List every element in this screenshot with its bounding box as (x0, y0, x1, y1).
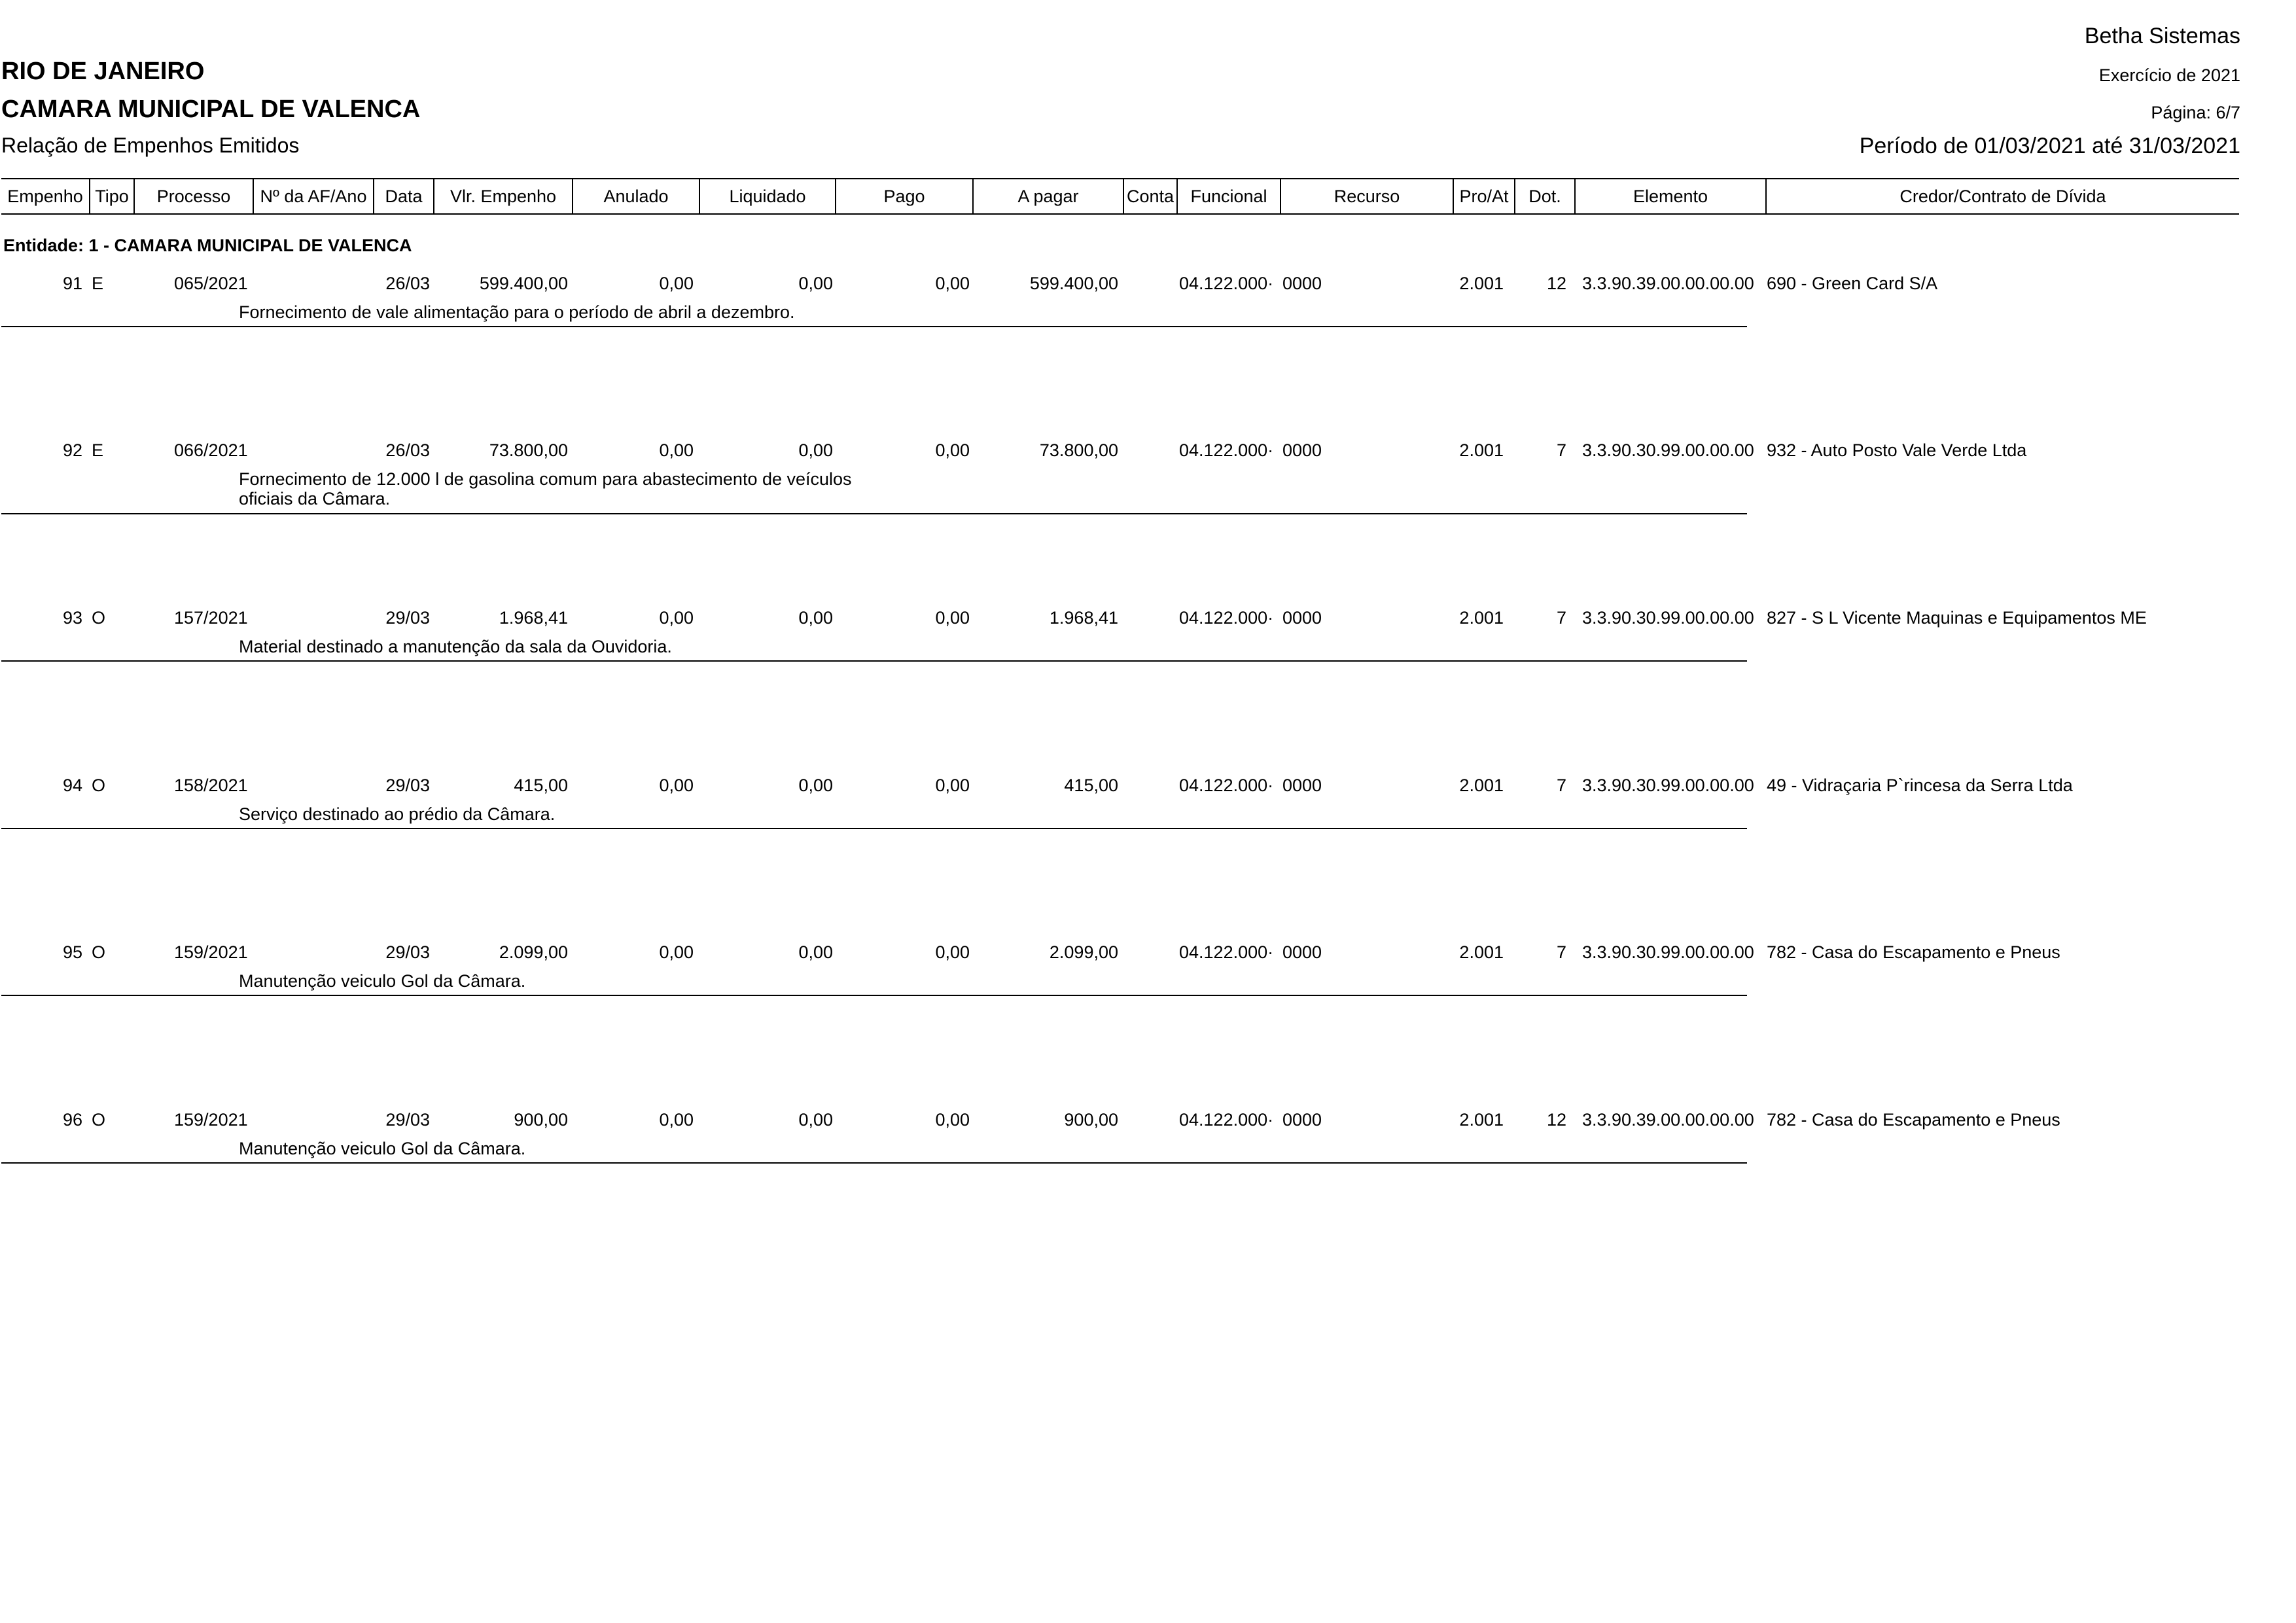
cell-data: 29/03 (385, 776, 430, 795)
col-liquidado: Liquidado (699, 179, 835, 213)
table-row (0, 1110, 2060, 1162)
cell-pago: 0,00 (935, 440, 970, 460)
cell-elemento: 3.3.90.30.99.00.00.00 (1582, 776, 1754, 795)
cell-credor: 827 - S L Vicente Maquinas e Equipamentos ME (1767, 608, 2147, 628)
cell-descricao: Serviço destinado ao prédio da Câmara. (239, 804, 556, 824)
cell-pago: 0,00 (935, 608, 970, 628)
cell-recurso: 0000 (1282, 608, 1322, 628)
cell-pago: 0,00 (935, 274, 970, 293)
col-recurso: Recurso (1280, 179, 1453, 213)
cell-descricao: Manutenção veiculo Gol da Câmara. (239, 971, 526, 991)
cell-funcional: 04.122.000· (1179, 776, 1274, 795)
cell-liquidado: 0,00 (798, 1110, 833, 1130)
row-divider (1, 1162, 1747, 1164)
cell-empenho: 94 (62, 776, 82, 795)
cell-apagar: 1.968,41 (1049, 608, 1118, 628)
cell-data: 26/03 (385, 440, 430, 460)
col-credor: Credor/Contrato de Dívida (1765, 179, 2239, 213)
col-proat: Pro/At (1453, 179, 1514, 213)
cell-empenho: 91 (62, 274, 82, 293)
cell-anulado: 0,00 (659, 440, 694, 460)
cell-pago: 0,00 (935, 1110, 970, 1130)
cell-processo: 159/2021 (174, 1110, 248, 1130)
report-title: Relação de Empenhos Emitidos (1, 134, 300, 157)
cell-dot: 7 (1556, 440, 1566, 460)
cell-proat: 2.001 (1459, 776, 1504, 795)
cell-proat: 2.001 (1459, 274, 1504, 293)
cell-anulado: 0,00 (659, 942, 694, 962)
cell-funcional: 04.122.000· (1179, 608, 1274, 628)
cell-funcional: 04.122.000· (1179, 274, 1274, 293)
col-empenho: Empenho (7, 187, 83, 206)
row-divider (1, 995, 1747, 996)
cell-elemento: 3.3.90.30.99.00.00.00 (1582, 942, 1754, 962)
col-valor: Vlr. Empenho (433, 179, 572, 213)
cell-credor: 782 - Casa do Escapamento e Pneus (1767, 942, 2060, 962)
cell-valor: 73.800,00 (489, 440, 568, 460)
cell-data: 29/03 (385, 1110, 430, 1130)
cell-data: 26/03 (385, 274, 430, 293)
cell-elemento: 3.3.90.39.00.00.00.00 (1582, 1110, 1754, 1130)
cell-funcional: 04.122.000· (1179, 1110, 1274, 1130)
cell-apagar: 73.800,00 (1039, 440, 1118, 460)
cell-dot: 7 (1556, 942, 1566, 962)
cell-credor: 782 - Casa do Escapamento e Pneus (1767, 1110, 2060, 1130)
col-data: Data (373, 179, 433, 213)
cell-elemento: 3.3.90.39.00.00.00.00 (1582, 274, 1754, 293)
entity-label: Entidade: 1 - CAMARA MUNICIPAL DE VALENCA (3, 236, 412, 255)
cell-tipo: E (92, 274, 104, 293)
cell-liquidado: 0,00 (798, 608, 833, 628)
cell-elemento: 3.3.90.30.99.00.00.00 (1582, 608, 1754, 628)
cell-proat: 2.001 (1459, 942, 1504, 962)
cell-dot: 12 (1546, 1110, 1566, 1130)
column-header (1, 178, 2239, 215)
col-af-ano: Nº da AF/Ano (253, 179, 373, 213)
cell-tipo: O (92, 608, 106, 628)
cell-pago: 0,00 (935, 776, 970, 795)
col-tipo: Tipo (89, 179, 133, 213)
cell-processo: 157/2021 (174, 608, 248, 628)
entity-title: CAMARA MUNICIPAL DE VALENCA (1, 96, 421, 123)
cell-tipo: O (92, 942, 106, 962)
row-divider (1, 513, 1747, 514)
cell-credor: 690 - Green Card S/A (1767, 274, 1938, 293)
cell-processo: 066/2021 (174, 440, 248, 460)
cell-recurso: 0000 (1282, 440, 1322, 460)
col-elemento: Elemento (1574, 179, 1765, 213)
state-title: RIO DE JANEIRO (1, 58, 205, 85)
col-processo: Processo (133, 179, 253, 213)
table-row (0, 776, 2073, 828)
cell-apagar: 2.099,00 (1049, 942, 1118, 962)
cell-descricao: Material destinado a manutenção da sala da Ouvidoria. (239, 637, 672, 656)
col-anulado: Anulado (572, 179, 699, 213)
cell-anulado: 0,00 (659, 608, 694, 628)
cell-liquidado: 0,00 (798, 942, 833, 962)
cell-valor: 599.400,00 (479, 274, 568, 293)
cell-tipo: O (92, 776, 106, 795)
exercise-label: Exercício de 2021 (2098, 65, 2240, 85)
cell-processo: 158/2021 (174, 776, 248, 795)
cell-processo: 065/2021 (174, 274, 248, 293)
cell-funcional: 04.122.000· (1179, 942, 1274, 962)
cell-empenho: 93 (62, 608, 82, 628)
table-row (0, 274, 1938, 326)
cell-data: 29/03 (385, 942, 430, 962)
cell-dot: 7 (1556, 776, 1566, 795)
cell-credor: 932 - Auto Posto Vale Verde Ltda (1767, 440, 2027, 460)
col-dot: Dot. (1514, 179, 1574, 213)
table-row (0, 942, 2060, 995)
cell-descricao: Fornecimento de vale alimentação para o período de abril a dezembro. (239, 302, 795, 322)
cell-credor: 49 - Vidraçaria P`rincesa da Serra Ltda (1767, 776, 2073, 795)
row-divider (1, 660, 1747, 662)
cell-elemento: 3.3.90.30.99.00.00.00 (1582, 440, 1754, 460)
table-row (0, 608, 2147, 660)
cell-apagar: 900,00 (1064, 1110, 1118, 1130)
table-row (0, 440, 2027, 508)
cell-apagar: 599.400,00 (1029, 274, 1118, 293)
row-divider (1, 828, 1747, 829)
col-apagar: A pagar (972, 179, 1123, 213)
cell-valor: 900,00 (514, 1110, 568, 1130)
cell-valor: 1.968,41 (499, 608, 568, 628)
cell-tipo: O (92, 1110, 106, 1130)
cell-liquidado: 0,00 (798, 776, 833, 795)
col-pago: Pago (835, 179, 972, 213)
period-label: Período de 01/03/2021 até 31/03/2021 (1859, 134, 2240, 158)
cell-empenho: 96 (62, 1110, 82, 1130)
cell-apagar: 415,00 (1064, 776, 1118, 795)
company-name: Betha Sistemas (2084, 24, 2240, 48)
cell-recurso: 0000 (1282, 942, 1322, 962)
cell-liquidado: 0,00 (798, 440, 833, 460)
cell-empenho: 92 (62, 440, 82, 460)
col-conta: Conta (1123, 179, 1176, 213)
cell-liquidado: 0,00 (798, 274, 833, 293)
cell-anulado: 0,00 (659, 776, 694, 795)
cell-recurso: 0000 (1282, 274, 1322, 293)
cell-proat: 2.001 (1459, 1110, 1504, 1130)
cell-valor: 415,00 (514, 776, 568, 795)
cell-data: 29/03 (385, 608, 430, 628)
cell-recurso: 0000 (1282, 1110, 1322, 1130)
cell-descricao: Manutenção veiculo Gol da Câmara. (239, 1139, 526, 1158)
col-funcional: Funcional (1176, 179, 1280, 213)
cell-dot: 12 (1546, 274, 1566, 293)
cell-valor: 2.099,00 (499, 942, 568, 962)
cell-dot: 7 (1556, 608, 1566, 628)
cell-anulado: 0,00 (659, 1110, 694, 1130)
page-number: Página: 6/7 (2151, 103, 2240, 122)
cell-funcional: 04.122.000· (1179, 440, 1274, 460)
cell-proat: 2.001 (1459, 608, 1504, 628)
cell-processo: 159/2021 (174, 942, 248, 962)
cell-anulado: 0,00 (659, 274, 694, 293)
cell-empenho: 95 (62, 942, 82, 962)
cell-proat: 2.001 (1459, 440, 1504, 460)
cell-pago: 0,00 (935, 942, 970, 962)
cell-descricao: Fornecimento de 12.000 l de gasolina comum para abastecimento de veículos oficiais da Câmara. (239, 469, 852, 508)
cell-tipo: E (92, 440, 104, 460)
cell-recurso: 0000 (1282, 776, 1322, 795)
row-divider (1, 326, 1747, 327)
